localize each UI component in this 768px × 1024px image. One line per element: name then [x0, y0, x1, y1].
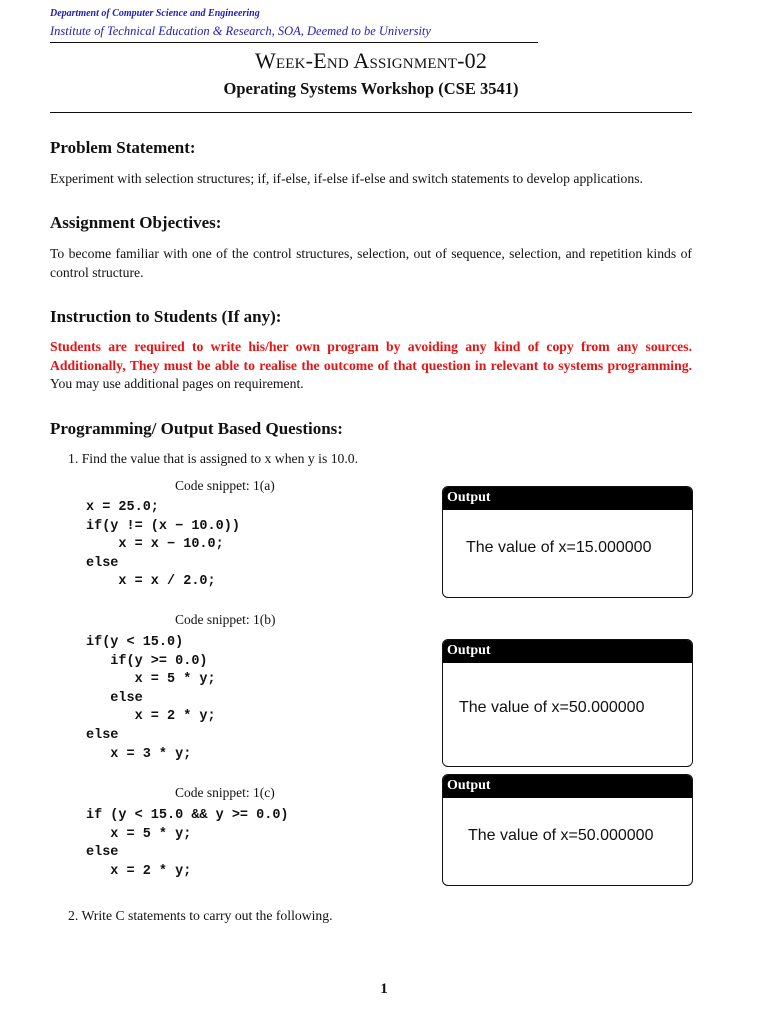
- instructions-required-text: Students are required to write his/her own program by avoiding any kind of copy from any sources. Additionally, They must be able to realise the outcome of that question in relevant to systems programming.: [50, 339, 692, 373]
- problem-text: Experiment with selection structures; if, if-else, if-else if-else and switch statements to develop applications.: [50, 171, 643, 186]
- output-box-1b-label: Output: [443, 640, 692, 663]
- question-1-text: 1. Find the value that is assigned to x when y is 10.0.: [68, 451, 359, 466]
- snippet-1c-code: if (y < 15.0 && y >= 0.0) x = 5 * y; else x = 2 * y;: [86, 808, 289, 879]
- programming-heading: Programming/ Output Based Questions:: [50, 419, 343, 438]
- objectives-text: To become familiar with one of the control structures, selection, out of sequence, selection, and repetition kinds of control structure.: [50, 246, 692, 280]
- question-2-text: 2. Write C statements to carry out the following.: [68, 908, 333, 923]
- output-box-1b: [442, 639, 693, 767]
- output-box-1a-value: The value of x=15.000000: [466, 539, 652, 556]
- output-box-1c-value: The value of x=50.000000: [468, 827, 654, 844]
- header-rule: [50, 42, 538, 43]
- snippet-1b-code: if(y < 15.0) if(y >= 0.0) x = 5 * y; else x = 2 * y; else x = 3 * y;: [86, 635, 216, 762]
- course-subtitle: Operating Systems Workshop (CSE 3541): [223, 79, 519, 98]
- snippet-1b-caption: Code snippet: 1(b): [175, 612, 276, 627]
- output-box-1c-label: Output: [443, 775, 692, 798]
- objectives-heading: Assignment Objectives:: [50, 213, 222, 232]
- snippet-1a-code: x = 25.0; if(y != (x − 10.0)) x = x − 10.0; else x = x / 2.0;: [86, 500, 240, 590]
- page-title: Week-End Assignment-02: [254, 48, 488, 73]
- problem-heading: Problem Statement:: [50, 138, 196, 157]
- title-rule: [50, 112, 692, 113]
- snippet-1a-caption: Code snippet: 1(a): [175, 478, 275, 493]
- output-box-1a-label: Output: [443, 487, 692, 510]
- instructions-note: You may use additional pages on requirement.: [50, 376, 304, 391]
- department-name: Department of Computer Science and Engineering: [50, 8, 260, 19]
- page-number: 1: [380, 981, 388, 997]
- output-box-1a: [442, 486, 693, 598]
- institute-name: Institute of Technical Education & Research, SOA, Deemed to be University: [50, 24, 431, 38]
- snippet-1c-caption: Code snippet: 1(c): [175, 785, 275, 800]
- instructions-text: [50, 338, 692, 394]
- instructions-heading: Instruction to Students (If any):: [50, 307, 282, 326]
- output-box-1b-value: The value of x=50.000000: [459, 699, 645, 716]
- output-box-1c: [442, 774, 693, 886]
